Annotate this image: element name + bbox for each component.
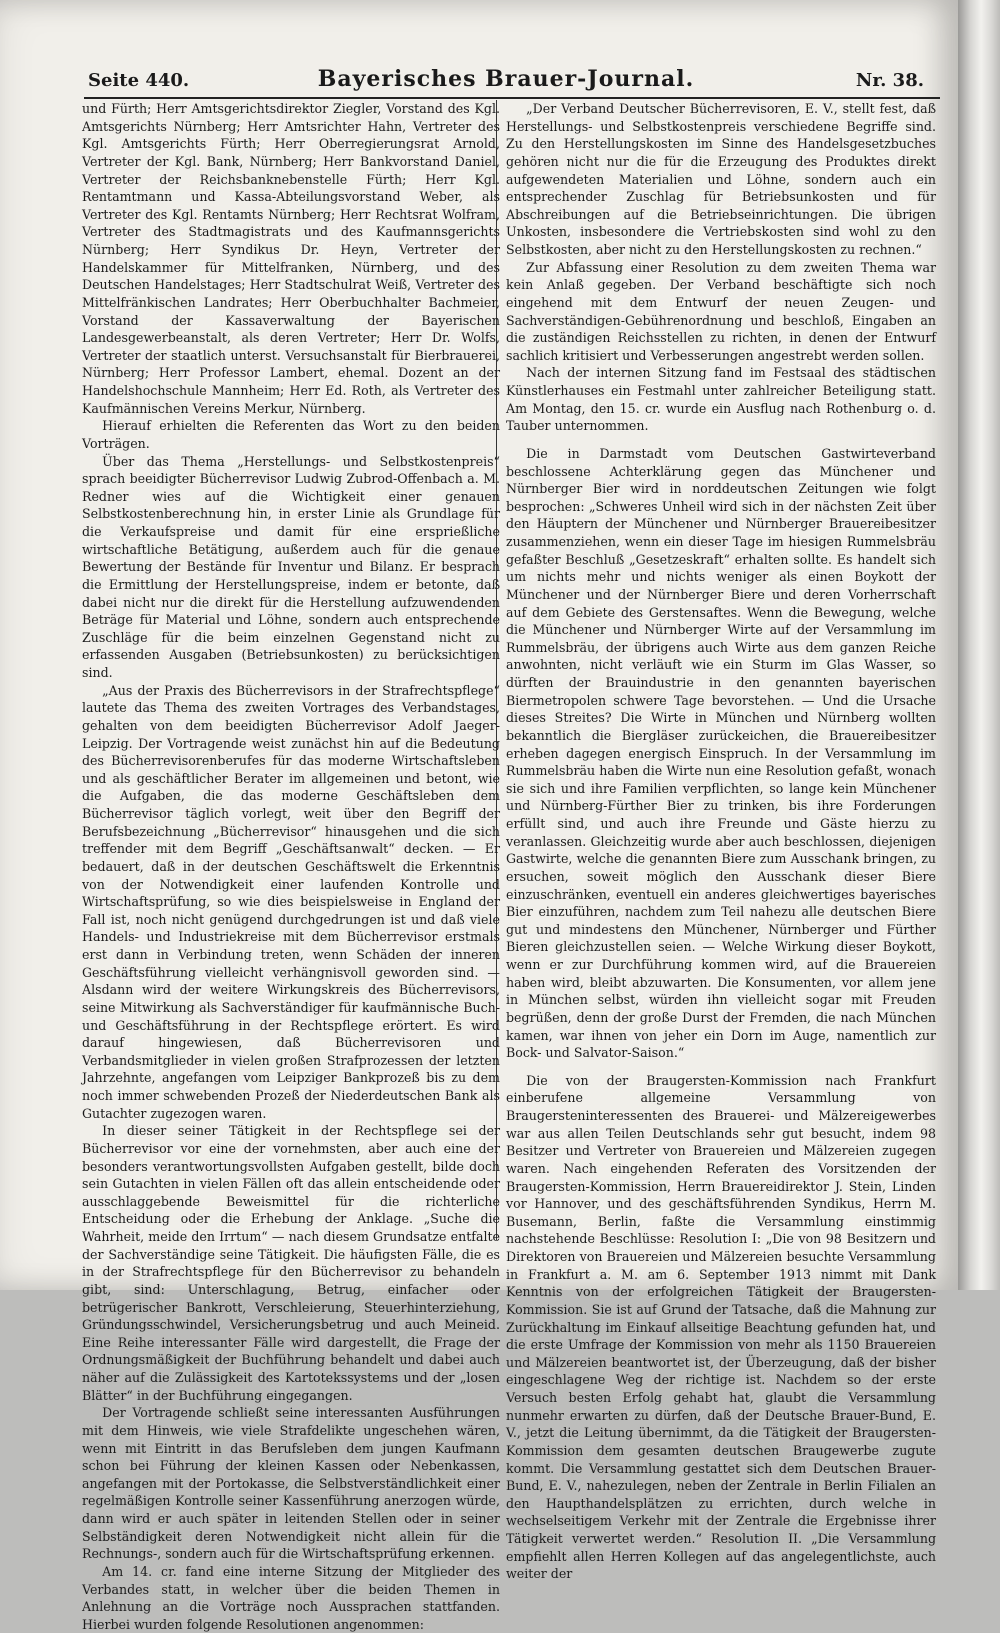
- paragraph: und Fürth; Herr Amtsgerichtsdirektor Ziegler, Vorstand des Kgl. Amtsgerichts Nürnberg; Herr Amtsrichter Hahn, Vertreter des Kgl. Amtsgerichts Fürth; Herr Oberregierungsrat Arnold, Vertreter der Kgl. Bank, Nürnberg; Herr Bankvorstand Daniel, Vertreter der Reichsbanknebenstelle Fürth; Herr Kgl. Rentamtmann und Kassa-Abteilungsvorstand Weber, als Vertreter des Kgl. Rentamts Nürnberg; Herr Rechtsrat Wolfram, Vertreter des Stadtmagistrats und des Kaufmannsgerichts Nürnberg; Herr Syndikus Dr. Heyn, Vertreter der Handelskammer für Mittelfranken, Nürnberg, und des Deutschen Handelstages; Herr Stadtschulrat Weiß, Vertreter des Mittelfränkischen Landrates; Herr Oberbuchhalter Bachmeier, Vorstand der Kassaverwaltung der Bayerischen Landesgewerbeanstalt, als deren Vertreter; Herr Dr. Wolfs, Vertreter der staatlich unterst. Versuchsanstalt für Bierbrauerei, Nürnberg; Herr Professor Lambert, ehemal. Dozent an der Handelshochschule Mannheim; Herr Ed. Roth, als Vertreter des Kaufmännischen Vereins Merkur, Nürnberg.: [82, 101, 500, 416]
- paragraph: Die in Darmstadt vom Deutschen Gastwirteverband beschlossene Achterklärung gegen das Münchener und Nürnberger Bier wird in norddeutschen Zeitungen wie folgt besprochen: „Schweres Unheil wird sich in der nächsten Zeit über den Häuptern der Münchener und Nürnberger Brauereibesitzer zusammenziehen, wenn ein dieser Tage im hiesigen Rummelsbräu gefaßter Beschluß „Gesetzeskraft“ erhalten sollte. Es handelt sich um nichts mehr und nichts weniger als einen Boykott der Münchener und der Nürnberger Biere und deren Vorherrschaft auf dem Gebiete des Gerstensaftes. Wenn die Bewegung, welche die Münchener und Nürnberger Wirte auf der Versammlung im Rummelsbräu, der übrigens auch Wirte aus dem ganzen Reiche anwohnten, nicht verläuft wie ein Sturm im Glas Wasser, so dürften der Brauindustrie in den genannten bayerischen Biermetropolen schwere Tage bevorstehen. — Und die Ursache dieses Streites? Die Wirte in München und Nürnberg wollten bekanntlich die Biergläser zurückeichen, die Brauereibesitzer erheben dagegen energisch Einspruch. In der Versammlung im Rummelsbräu haben die Wirte nun eine Resolution gefaßt, wonach sie sich und ihre Familien verpflichten, so lange kein Münchener und Nürnberg-Fürther Bier zu trinken, bis ihre Forderungen erfüllt sind, und auch ihre Freunde und Gäste hierzu zu veranlassen. Gleichzeitig wurde aber auch beschlossen, diejenigen Gastwirte, welche die genannten Biere zum Ausschank bringen, zu ersuchen, soweit möglich den Ausschank dieser Biere einzuschränken, eventuell ein anderes gleichwertiges bayerisches Bier einzuführen, nachdem zum Teil nahezu alle deutschen Biere gut und mindestens den Münchener, Nürnberger und Fürther Bieren gleichzustellen seien. — Welche Wirkung dieser Boykott, wenn er zur Durchführung kommen wird, auf die Brauereien haben wird, bleibt abzuwarten. Die Konsumenten, vor allem jene in München selbst, würden ihn vielleicht sogar mit Freuden begrüßen, denn der große Durst der Fremden, die nach München kamen, war ihnen von jeher ein Dorn im Auge, namentlich zur Bock- und Salvator-Saison.“: [506, 445, 936, 1061]
- section-gap: [506, 1062, 936, 1072]
- paragraph: Die von der Braugersten-Kommission nach Frankfurt einberufene allgemeine Versammlung von Braugersteninteressenten des Brauerei- und Mälzereigewerbes war aus allen Teilen Deutschlands sehr gut besucht, indem 98 Besitzer und Vertreter von Brauereien und Mälzereien zugegen waren. Nach eingehenden Referaten des Vorsitzenden der Braugersten-Kommission, Herrn Brauereidirektor J. Stein, Linden vor Hannover, und des geschäftsführenden Syndikus, Herrn M. Busemann, Berlin, faßte die Versammlung einstimmig nachstehende Beschlüsse: Resolution I: „Die von 98 Besitzern und Direktoren von Brauereien und Mälzereien besuchte Versammlung in Frankfurt a. M. am 6. September 1913 nimmt mit Dank Kenntnis von der erfolgreichen Tätigkeit der Braugersten-Kommission. Sie ist auf Grund der Tatsache, daß die Mahnung zur Zurückhaltung im Einkauf allseitige Beachtung gefunden hat, und die erste Umfrage der Kommission von mehr als 1150 Brauereien und Mälzereien beantwortet ist, der Überzeugung, daß der bisher eingeschlagene Weg der richtige ist. Nachdem so der erste Versuch besten Erfolg gehabt hat, glaubt die Versammlung nunmehr erwarten zu dürfen, daß der Deutsche Brauer-Bund, E. V., jetzt die Leitung übernimmt, da die Tätigkeit der Braugersten-Kommission dem gesamten deutschen Braugewerbe zugute kommt. Die Versammlung gestattet sich dem Deutschen Brauer-Bund, E. V., nahezulegen, neben der Zentrale in Berlin Filialen an den Haupthandelsplätzen zu errichten, durch welche in wechselseitigem Verkehr mit der Zentrale die Ergebnisse ihrer Tätigkeit verwertet werden.“ Resolution II. „Die Versammlung empfiehlt allen Herren Kollegen auf das angelegentlichste, auch weiter der: [506, 1072, 936, 1582]
- book-spine-edge: [958, 0, 1000, 1290]
- paragraph: Der Vortragende schließt seine interessanten Ausführungen mit dem Hinweis, wie viele Strafdelikte ungeschehen wären, wenn mit Eintritt in das Berufsleben dem jungen Kaufmann schon bei Führung der kleinen Kassen oder Nebenkassen, angefangen mit der Portokasse, die Selbstverständlichkeit einer regelmäßigen Kontrolle seiner Kassenführung anerzogen würde, dann wird er auch später in leitenden Stellen oder in seiner Selbständigkeit deren Notwendigkeit nicht allein für die Rechnungs-, sondern auch für die Wirtschaftsprüfung erkennen.: [82, 1405, 500, 1562]
- header-rule: [84, 97, 940, 99]
- issue-number: Nr. 38.: [855, 70, 924, 91]
- paragraph: „Der Verband Deutscher Bücherrevisoren, E. V., stellt fest, daß Herstellungs- und Selbstkostenpreis verschiedene Begriffe sind. Zu den Herstellungskosten im Sinne des Handelsgesetzbuches gehören nicht nur die für die Erzeugung des Produktes direkt aufgewendeten Materialien und Löhne, sondern auch ein entsprechender Zuschlag für Betriebsunkosten und für Abschreibungen auf die Betriebseinrichtungen. Die übrigen Unkosten, insbesondere die Vertriebskosten sind wohl zu den Selbstkosten, aber nicht zu den Herstellungskosten zu rechnen.“: [506, 101, 936, 257]
- right-column: [506, 100, 936, 1582]
- paragraph: Hierauf erhielten die Referenten das Wort zu den beiden Vorträgen.: [82, 418, 500, 451]
- paragraph: Am 14. cr. fand eine interne Sitzung der Mitglieder des Verbandes statt, in welcher über die beiden Themen in Anlehnung an die Vorträge noch Aussprachen stattfanden. Hierbei wurden folgende Resolutionen angenommen:: [82, 1563, 500, 1632]
- section-gap: [506, 435, 936, 445]
- paragraph: Nach der internen Sitzung fand im Festsaal des städtischen Künstlerhauses ein Festmahl unter zahlreicher Beteiligung statt. Am Montag, den 15. cr. wurde ein Ausflug nach Rothenburg o. d. Tauber unternommen.: [506, 365, 936, 434]
- paragraph: In dieser seiner Tätigkeit in der Rechtspflege sei der Bücherrevisor vor eine der vornehmsten, aber auch eine der besonders verantwortungsvollsten Aufgaben gestellt, bilde doch sein Gutachten in vielen Fällen oft das allein entscheidende oder ausschlaggebende Beweismittel für die richterliche Entscheidung oder die Erhebung der Anklage. „Suche die Wahrheit, meide den Irrtum“ — nach diesem Grundsatze entfalte der Sachverständige seine Tätigkeit. Die häufigsten Fälle, die es in der Strafrechtspflege für den Bücherrevisor zu behandeln gibt, sind: Unterschlagung, Betrug, einfacher oder betrügerischer Bankrott, Verschleierung, Steuerhinterziehung, Gründungsschwindel, Versicherungsbetrug und auch Meineid. Eine Reihe interessanter Fälle wird dargestellt, die Frage der Ordnungsmäßigkeit der Buchführung behandelt und dabei auch näher auf die Zulässigkeit des Kartotekssystems und der „losen Blätter“ in der Buchführung eingegangen.: [82, 1123, 500, 1403]
- journal-title: Bayerisches Brauer-Journal.: [317, 66, 695, 92]
- paragraph: Über das Thema „Herstellungs- und Selbstkostenpreis“ sprach beeidigter Bücherrevisor Ludwig Zubrod-Offenbach a. M. Redner wies auf die Wichtigkeit einer genauen Selbstkostenberechnung hin, in erster Linie als Grundlage für die Verkaufspreise und damit für eine ersprießliche wirtschaftliche Betätigung, außerdem auch für die genaue Bewertung der Bestände für Inventur und Bilanz. Er besprach die Ermittlung der Herstellungspreise, indem er betonte, daß dabei nicht nur die direkt für die Herstellung aufzuwendenden Beträge für Material und Löhne, sondern auch entsprechende Zuschläge für die beim einzelnen Gegenstand nicht zu erfassenden Ausgaben (Betriebsunkosten) zu berücksichtigen sind.: [82, 453, 500, 680]
- paragraph: Zur Abfassung einer Resolution zu dem zweiten Thema war kein Anlaß gegeben. Der Verband beschäftigte sich noch eingehend mit dem Entwurf der neuen Zeugen- und Sachverständigen-Gebührenordnung und beschloß, Eingaben an die zuständigen Reichsstellen zu richten, in denen der Entwurf sachlich kritisiert und Verbesserungen angestrebt werden sollen.: [506, 259, 936, 363]
- left-column: [82, 100, 500, 1632]
- paragraph: „Aus der Praxis des Bücherrevisors in der Strafrechtspflege“ lautete das Thema des zweiten Vortrages des Verbandstages, gehalten von dem beeidigten Bücherrevisor Adolf Jaeger-Leipzig. Der Vortragende weist zunächst hin auf die Bedeutung des Bücherrevisorenberufes für das moderne Wirtschaftsleben und als geschäftlicher Berater im allgemeinen und betont, wie die Aufgaben, die das moderne Geschäftsleben dem Bücherrevisor täglich vorlegt, weit über den Begriff der Berufsbezeichnung „Bücherrevisor“ hinausgehen und die sich treffender mit dem Begriff „Geschäftsanwalt“ decken. — Er bedauert, daß in der deutschen Geschäftswelt die Erkenntnis von der Notwendigkeit einer laufenden Kontrolle und Wirtschaftsprüfung, so wie dies beispielsweise in England der Fall ist, noch nicht genügend durchgedrungen ist und daß viele Handels- und Industriekreise mit dem Bücherrevisor erstmals erst dann in Verbindung treten, wenn Schäden der inneren Geschäftsführung vielleicht verhängnisvoll geworden sind. — Alsdann wird der weitere Wirkungskreis des Bücherrevisors, seine Mitwirkung als Sachverständiger für kaufmännische Buch- und Geschäftsführung in der Rechtspflege erörtert. Es wird darauf hingewiesen, daß Bücherrevisoren und Verbandsmitglieder in vielen großen Strafprozessen der letzten Jahrzehnte, angefangen vom Leipziger Bankprozeß bis zu dem noch immer schwebenden Prozeß der Niederdeutschen Bank als Gutachter zugezogen waren.: [82, 682, 500, 1121]
- page-number: Seite 440.: [88, 70, 190, 91]
